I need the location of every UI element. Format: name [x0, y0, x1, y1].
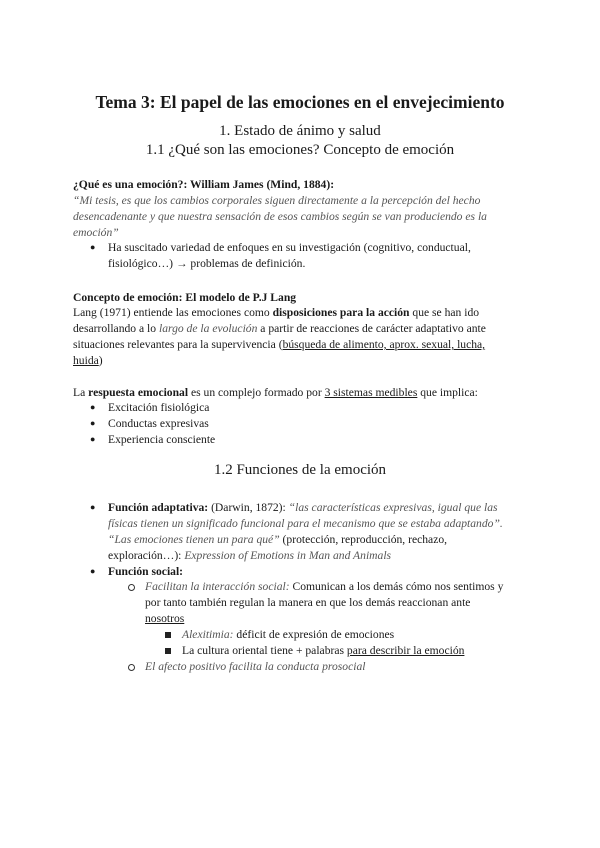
james-quote-line: emoción” [73, 226, 119, 239]
section-heading-1-1: 1.1 ¿Qué son las emociones? Concepto de emoción [145, 142, 455, 158]
bullet-icon: ● [90, 402, 96, 412]
lang-paragraph-line: desarrollando a lo largo de la evolución a partir de reacciones de carácter adaptativo ante [73, 322, 486, 335]
adaptativa-line: Función adaptativa: (Darwin, 1872): “las características expresivas, igual que las [108, 501, 498, 514]
james-quote-line: desencadenante y que nuestra sensación de esos cambios según se van produciendo es la [73, 210, 487, 223]
list-item: Excitación fisiológica [108, 401, 210, 414]
alexitimia-item: Alexitimia: déficit de expresión de emociones [182, 628, 395, 641]
james-heading: ¿Qué es una emoción?: William James (Mind, 1884): [73, 178, 335, 191]
lang-paragraph-line: Lang (1971) entiende las emociones como disposiciones para la acción que se han ido [73, 306, 480, 319]
square-bullet-icon [165, 632, 171, 638]
bullet-icon: ● [90, 418, 96, 428]
adaptativa-line: “Las emociones tienen un para qué” (protección, reproducción, rechazo, [108, 533, 448, 546]
bullet-icon: ● [90, 434, 96, 444]
james-quote-line: “Mi tesis, es que los cambios corporales siguen directamente a la percepción del hecho [73, 194, 481, 207]
bullet-icon: ● [90, 502, 96, 512]
lang-paragraph-line: situaciones relevantes para la supervivencia (búsqueda de alimento, aprox. sexual, lucha, [73, 338, 486, 351]
list-item: Conductas expresivas [108, 417, 209, 430]
afecto-line: El afecto positivo facilita la conducta prosocial [145, 660, 366, 673]
section-heading-1-2: 1.2 Funciones de la emoción [213, 462, 387, 478]
social-line: Facilitan la interacción social: Comunican a los demás cómo nos sentimos y [145, 580, 504, 593]
social-label: Función social: [108, 565, 184, 578]
lang-paragraph-line: huida) [73, 354, 103, 367]
list-item: Experiencia consciente [108, 433, 216, 446]
cultura-item: La cultura oriental tiene + palabras para describir la emoción [182, 644, 465, 657]
lang-heading: Concepto de emoción: El modelo de P.J Lang [73, 291, 297, 304]
bullet-icon: ● [90, 242, 96, 252]
circle-bullet-icon [128, 584, 135, 591]
adaptativa-line: exploración…): Expression of Emotions in Man and Animals [108, 549, 392, 562]
social-line: por tanto también regulan la manera en que los demás reaccionan ante [145, 596, 471, 609]
page-title: Tema 3: El papel de las emociones en el envejecimiento [95, 92, 505, 112]
square-bullet-icon [165, 648, 171, 654]
james-bullet-text: fisiológico…) → problemas de definición. [108, 257, 306, 270]
section-heading-1: 1. Estado de ánimo y salud [219, 123, 381, 139]
adaptativa-line: físicas tienen un significado funcional para el mecanismo que se estaba adaptando”. [108, 517, 503, 530]
james-bullet-text: Ha suscitado variedad de enfoques en su investigación (cognitivo, conductual, [108, 241, 471, 254]
respuesta-paragraph: La respuesta emocional es un complejo formado por 3 sistemas medibles que implica: [73, 386, 478, 399]
circle-bullet-icon [128, 664, 135, 671]
social-line: nosotros [145, 612, 185, 625]
bullet-icon: ● [90, 566, 96, 576]
